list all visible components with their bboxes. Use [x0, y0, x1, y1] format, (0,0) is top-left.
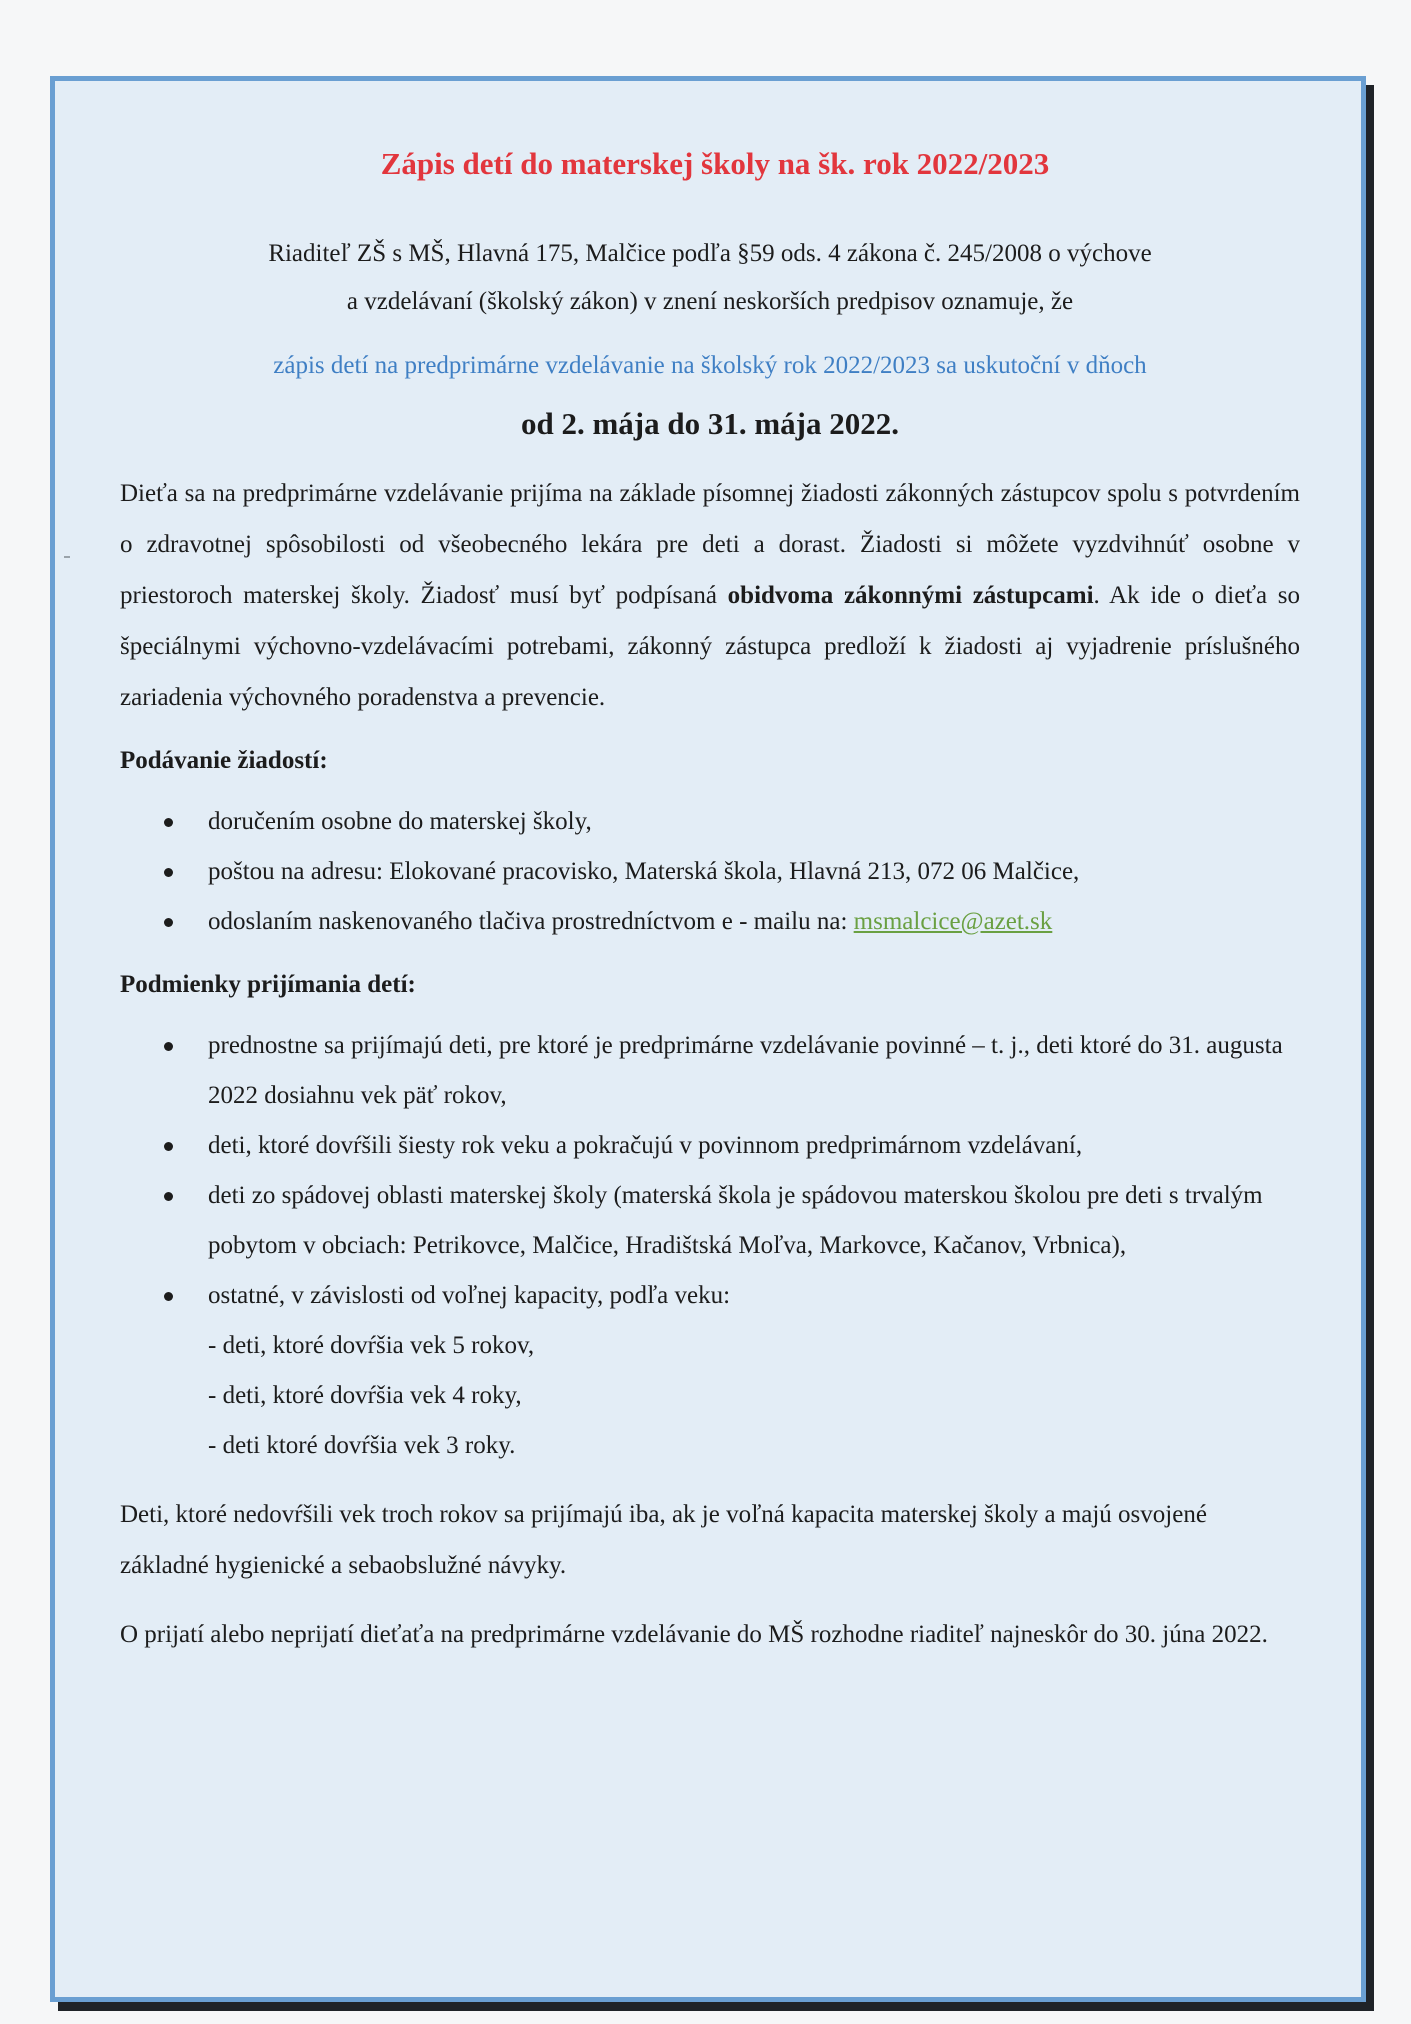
intro-line-2: a vzdelávaní (školský zákon) v znení neskorších predpisov oznamuje, že: [346, 288, 1074, 315]
condition-item-age: [208, 1271, 1300, 1471]
application-text-bold: obidvoma zákonnými zástupcami: [727, 582, 1094, 609]
document-title: Zápis detí do materskej školy na šk. rok 2022/2023: [380, 146, 1050, 181]
enrollment-announcement: zápis detí na predprimárne vzdelávanie na školský rok 2022/2023 sa uskutoční v dňoch: [273, 352, 1147, 379]
submission-list: [120, 797, 1300, 947]
age-sub-item: - deti ktoré dovŕšia vek 3 roky.: [208, 1432, 516, 1459]
condition-item: deti zo spádovej oblasti materskej školy (materská škola je spádovou materskou školou pre deti s trvalým pobytom v obciach: Petrikovce, Malčice, Hradištská Moľva, Markovce, Kačanov, Vrbnica),: [208, 1171, 1300, 1271]
age-sub-item: - deti, ktoré dovŕšia vek 5 rokov,: [208, 1332, 535, 1359]
younger-children-paragraph: Deti, ktoré nedovŕšili vek troch rokov sa prijímajú iba, ak je voľná kapacita materskej školy a majú osvojené základné hygienické a sebaobslužné návyky.: [120, 1501, 1207, 1579]
decision-paragraph: O prijatí alebo neprijatí dieťaťa na predprimárne vzdelávanie do MŠ rozhodne riaditeľ najneskôr do 30. júna 2022.: [120, 1621, 1268, 1648]
email-link[interactable]: msmalcice@azet.sk: [853, 908, 1053, 935]
age-sub-item: - deti, ktoré dovŕšia vek 4 roky,: [208, 1382, 522, 1409]
intro-text: [120, 230, 1300, 326]
intro-line-1: Riaditeľ ZŠ s MŠ, Hlavná 175, Malčice podľa §59 ods. 4 zákona č. 245/2008 o výchove: [268, 240, 1152, 267]
application-text-1: Dieťa sa na predprimárne vzdelávanie prijíma na základe písomnej žiadosti zákonných zástupcov spolu s potvrdením o zdravotnej spôsobilosti od všeobecného lekára pre deti a dorast. Žiadosti si môžete vyzdvihnúť osobne v priestoroch materskej školy. Žiadosť musí byť podpísaná: [120, 480, 1300, 609]
submission-item: doručením osobne do materskej školy,: [208, 797, 1300, 847]
condition-item-age-text: ostatné, v závislosti od voľnej kapacity, podľa veku:: [208, 1282, 731, 1309]
email-item-text: odoslaním naskenovaného tlačiva prostredníctvom e - mailu na:: [208, 908, 854, 935]
submission-item-email: [208, 897, 1300, 947]
conditions-list: [120, 1021, 1300, 1471]
document-body: [120, 140, 1300, 1660]
scan-speck: [64, 556, 70, 558]
application-text-2: . Ak ide o dieťa so špeciálnymi výchovno-vzdelávacími potrebami, zákonný zástupca predloží k žiadosti aj vyjadrenie príslušného zariadenia výchovného poradenstva a prevencie.: [120, 582, 1301, 711]
condition-item: deti, ktoré dovŕšili šiesty rok veku a pokračujú v povinnom predprimárnom vzdelávaní,: [208, 1121, 1300, 1171]
submission-item: poštou na adresu: Elokované pracovisko, Materská škola, Hlavná 213, 072 06 Malčice,: [208, 847, 1300, 897]
submission-heading: Podávanie žiadostí:: [120, 747, 328, 774]
conditions-heading: Podmienky prijímania detí:: [120, 971, 416, 998]
enrollment-dates: od 2. mája do 31. mája 2022.: [520, 406, 900, 441]
application-paragraph: [120, 468, 1300, 723]
condition-item: prednostne sa prijímajú deti, pre ktoré je predprimárne vzdelávanie povinné – t. j., deti ktoré do 31. augusta 2022 dosiahnu vek päť rokov,: [208, 1021, 1300, 1121]
